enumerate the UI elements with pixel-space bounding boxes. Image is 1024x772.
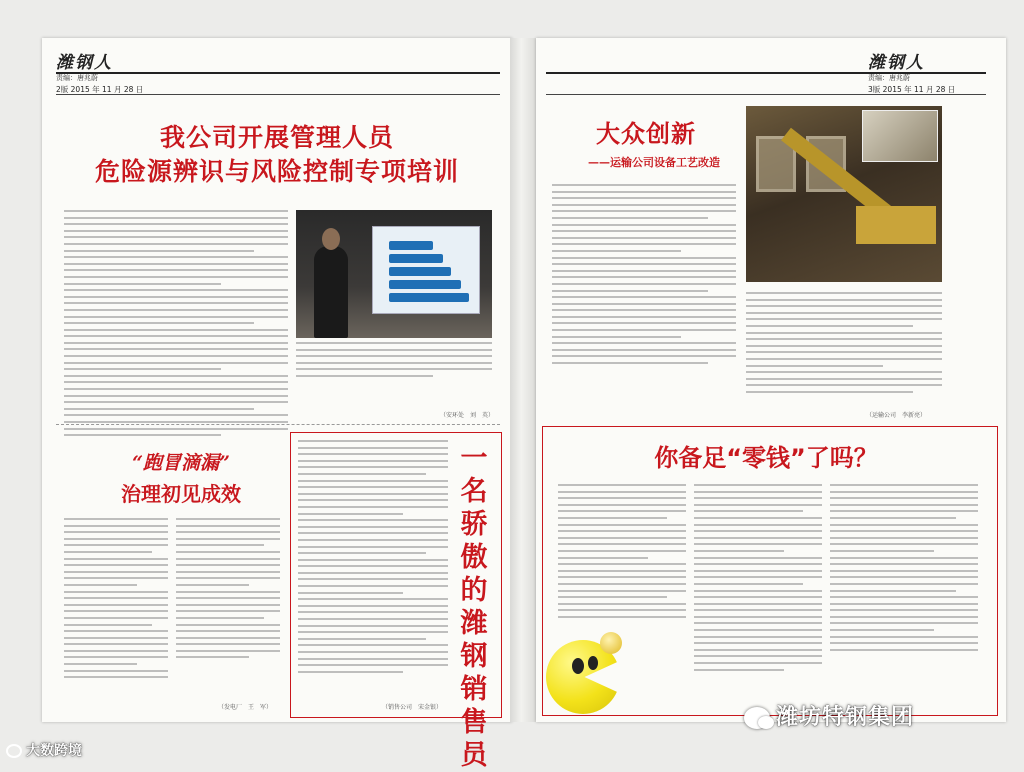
coin-icon xyxy=(600,632,622,654)
article1-body-right xyxy=(746,292,942,398)
masthead-rule xyxy=(56,72,500,74)
article1-body-right xyxy=(296,342,492,382)
training-photo xyxy=(296,210,492,338)
wechat-icon xyxy=(744,707,770,729)
article1-body xyxy=(64,210,288,441)
weibo-icon xyxy=(6,744,22,758)
inset-photo xyxy=(862,110,938,162)
headline-line-1: 我公司开展管理人员 xyxy=(159,123,394,152)
issue-line: 3版 2015 年 11 月 28 日 xyxy=(868,85,956,94)
article2-body-col1 xyxy=(558,484,686,622)
masthead: 潍钢人 xyxy=(56,53,113,73)
section-divider xyxy=(56,424,500,425)
editor-line: 责编：唐兆蔚 xyxy=(868,74,910,82)
article3-vertical-title: 一名骄傲的潍钢销售员 xyxy=(460,443,488,771)
newspaper-page-3 xyxy=(536,38,1006,722)
excavator-photo xyxy=(746,106,942,282)
article2-title: 你备足“零钱”了吗？ xyxy=(654,444,878,472)
masthead: 潍钢人 xyxy=(868,53,925,73)
issue-line: 2版 2015 年 11 月 28 日 xyxy=(56,85,144,94)
headline: 大众创新 xyxy=(596,120,696,148)
header-rule xyxy=(56,94,500,95)
article2-body-col3 xyxy=(830,484,978,655)
presenter-head xyxy=(322,228,340,250)
article2-body-col2 xyxy=(694,484,822,675)
article1-body xyxy=(552,184,736,369)
editor-line: 责编：唐兆蔚 xyxy=(56,74,98,82)
article2-body-col2 xyxy=(176,518,280,663)
article1-byline: （运输公司 李新亮） xyxy=(866,412,927,419)
masthead-rule xyxy=(546,72,986,74)
article2-title-line-2: 治理初见成效 xyxy=(121,482,241,506)
article3-body xyxy=(298,440,448,677)
article3-byline: （销售公司 宋金银） xyxy=(382,704,443,711)
watermark-left-text: 大数跨境 xyxy=(26,743,82,759)
watermark-right xyxy=(744,700,914,731)
watermark-right-text: 潍坊特钢集团 xyxy=(776,705,915,730)
projector-screen xyxy=(372,226,480,314)
piggy-bank-illustration xyxy=(536,632,648,722)
header-rule xyxy=(546,94,986,95)
watermark-left xyxy=(6,740,82,760)
headline-line-2: 危险源辨识与风险控制专项培训 xyxy=(94,157,459,186)
article2-byline: （发电厂 王 军） xyxy=(218,704,273,711)
article2-body-col1 xyxy=(64,518,168,683)
subtitle: ——运输公司设备工艺改造 xyxy=(588,156,720,169)
article1-byline: （安环处 刘 英） xyxy=(440,412,495,419)
article2-title-line-1: “跑冒滴漏” xyxy=(132,452,230,474)
center-fold xyxy=(510,38,538,722)
presenter-figure xyxy=(314,246,348,338)
excavator-body xyxy=(856,206,936,244)
